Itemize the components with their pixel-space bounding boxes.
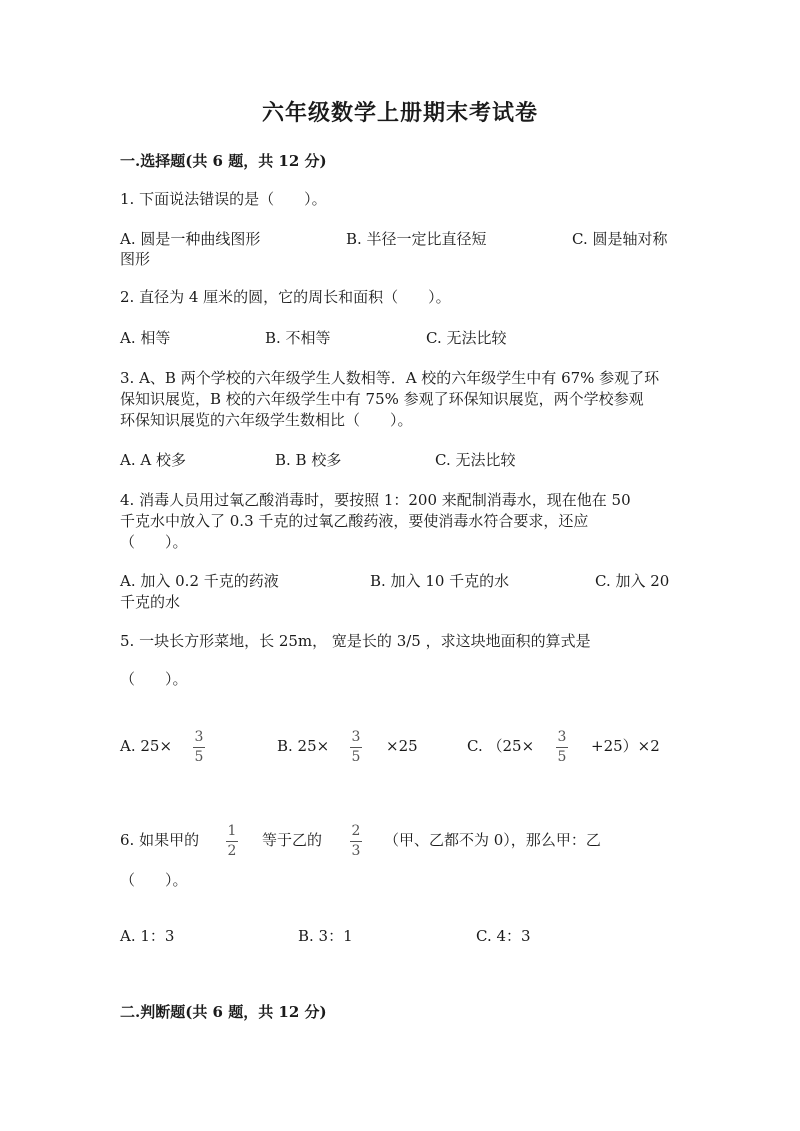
question-5-option-a-fraction bbox=[193, 729, 205, 766]
question-5-option-c-suffix: +25）×2 bbox=[591, 737, 660, 755]
question-1-option-b: B. 半径一定比直径短 bbox=[346, 230, 487, 248]
question-5-option-a: A. 25× bbox=[120, 737, 173, 755]
question-6-option-b: B. 3：1 bbox=[298, 927, 353, 945]
question-1-stem: 1. 下面说法错误的是（ ）。 bbox=[120, 190, 327, 208]
section-heading-true-false: 二.判断题(共 6 题，共 12 分) bbox=[120, 1003, 327, 1021]
question-4-line-3: （ ）。 bbox=[120, 533, 188, 551]
question-6-fraction-two-thirds bbox=[350, 823, 362, 860]
question-5-line-2: （ ）。 bbox=[120, 670, 188, 688]
question-3-line-2: 保知识展览，B 校的六年级学生中有 75% 参观了环保知识展览，两个学校参观 bbox=[120, 390, 644, 408]
question-6-option-c: C. 4：3 bbox=[476, 927, 531, 945]
fraction-numerator: 3 bbox=[194, 729, 204, 745]
fraction-denominator: 5 bbox=[351, 749, 361, 765]
question-4-option-c-continued: 千克的水 bbox=[120, 593, 181, 611]
question-1-option-c-continued: 图形 bbox=[120, 250, 151, 268]
fraction-bar bbox=[350, 747, 362, 748]
fraction-bar bbox=[350, 841, 362, 842]
fraction-bar bbox=[556, 747, 568, 748]
fraction-bar bbox=[193, 747, 205, 748]
fraction-bar bbox=[226, 841, 238, 842]
question-2-stem: 2. 直径为 4 厘米的圆，它的周长和面积（ ）。 bbox=[120, 288, 451, 306]
question-1-option-a: A. 圆是一种曲线图形 bbox=[120, 230, 261, 248]
question-4-line-2: 千克水中放入了 0.3 千克的过氧乙酸药液，要使消毒水符合要求，还应 bbox=[120, 512, 589, 530]
question-5-line-1: 5. 一块长方形菜地，长 25m， 宽是长的 3/5 ，求这块地面积的算式是 bbox=[120, 632, 591, 650]
question-4-option-c: C. 加入 20 bbox=[595, 572, 670, 590]
question-4-option-b: B. 加入 10 千克的水 bbox=[370, 572, 510, 590]
question-3-option-a: A. A 校多 bbox=[120, 451, 186, 469]
fraction-numerator: 2 bbox=[351, 823, 361, 839]
question-6-middle: 等于乙的 bbox=[262, 831, 323, 849]
fraction-numerator: 3 bbox=[351, 729, 361, 745]
question-5-option-c-fraction bbox=[556, 729, 568, 766]
question-2-option-a: A. 相等 bbox=[120, 329, 171, 347]
question-5-option-b-suffix: ×25 bbox=[386, 737, 418, 755]
question-3-line-3: 环保知识展览的六年级学生数相比（ ）。 bbox=[120, 411, 413, 429]
question-3-option-b: B. B 校多 bbox=[275, 451, 342, 469]
fraction-denominator: 5 bbox=[557, 749, 567, 765]
fraction-numerator: 1 bbox=[227, 823, 237, 839]
question-1-option-c: C. 圆是轴对称 bbox=[572, 230, 668, 248]
question-6-fraction-one-half bbox=[226, 823, 238, 860]
question-4-option-a: A. 加入 0.2 千克的药液 bbox=[120, 572, 279, 590]
question-2-option-c: C. 无法比较 bbox=[426, 329, 507, 347]
fraction-denominator: 2 bbox=[227, 843, 237, 859]
question-6-prefix: 6. 如果甲的 bbox=[120, 831, 200, 849]
question-2-option-b: B. 不相等 bbox=[265, 329, 331, 347]
section-heading-choice: 一.选择题(共 6 题，共 12 分) bbox=[120, 152, 327, 170]
fraction-numerator: 3 bbox=[557, 729, 567, 745]
question-3-option-c: C. 无法比较 bbox=[435, 451, 516, 469]
page-title: 六年级数学上册期末考试卷 bbox=[261, 100, 538, 126]
fraction-denominator: 5 bbox=[194, 749, 204, 765]
fraction-denominator: 3 bbox=[351, 843, 361, 859]
question-5-option-b-fraction bbox=[350, 729, 362, 766]
question-5-option-b: B. 25× bbox=[277, 737, 330, 755]
question-6-suffix: （甲、乙都不为 0），那么甲：乙 bbox=[384, 831, 601, 849]
question-6-line-2: （ ）。 bbox=[120, 871, 188, 889]
question-3-line-1: 3. A、B 两个学校的六年级学生人数相等．A 校的六年级学生中有 67% 参观了环 bbox=[120, 369, 660, 387]
question-5-option-c: C. （25× bbox=[467, 737, 535, 755]
question-6-option-a: A. 1：3 bbox=[120, 927, 175, 945]
question-4-line-1: 4. 消毒人员用过氧乙酸消毒时，要按照 1：200 来配制消毒水，现在他在 50 bbox=[120, 491, 631, 509]
